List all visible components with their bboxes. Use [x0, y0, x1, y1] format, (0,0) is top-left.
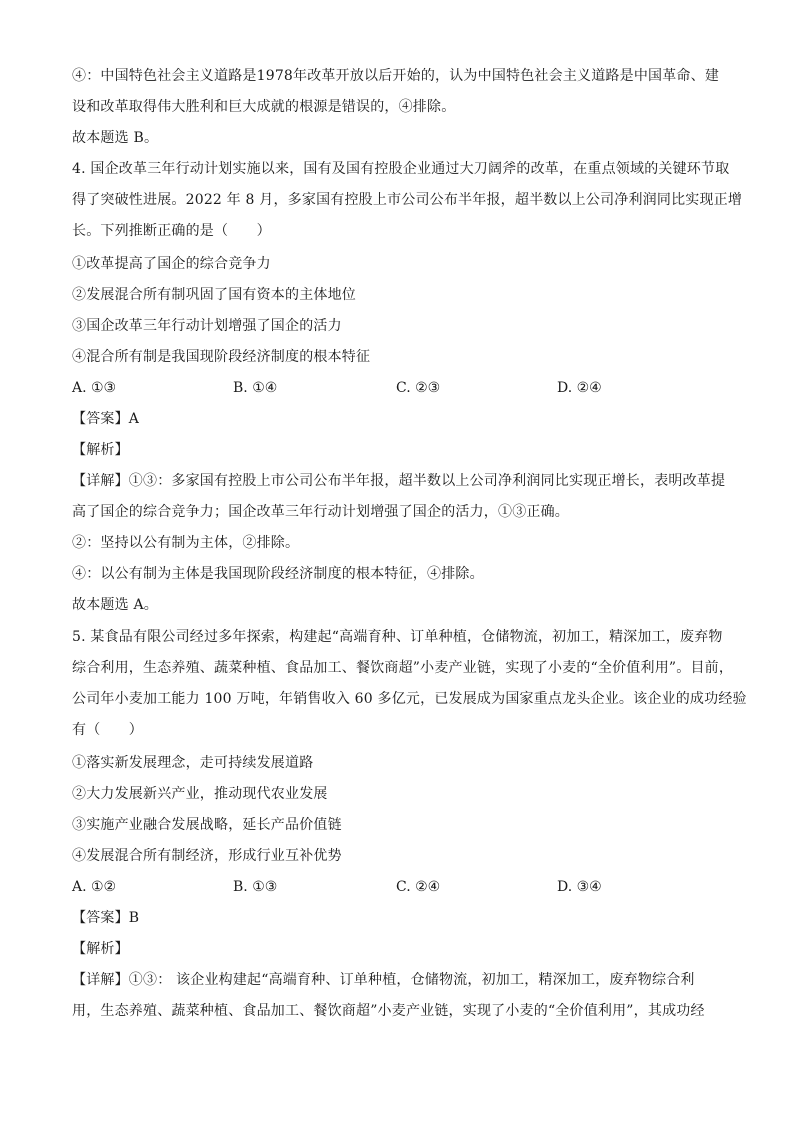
text-line: 设和改革取得伟大胜利和巨大成就的根源是错误的，④排除。 — [72, 99, 456, 115]
option-d: D. ②④ — [557, 380, 602, 396]
answer-line: 【答案】B — [72, 910, 140, 926]
option-a: A. ①② — [72, 879, 117, 895]
option-c: C. ②④ — [396, 879, 441, 895]
statement-item: ②发展混合所有制巩固了国有资本的主体地位 — [72, 287, 356, 303]
detail-line: ②：坚持以公有制为主体，②排除。 — [72, 535, 300, 551]
statement-item: ③实施产业融合发展战略，延长产品价值链 — [72, 817, 342, 833]
question-5-stem: 5. 某食品有限公司经过多年探索，构建起“高端育种、订单种植，仓储物流，初加工，精深加工，废弃物 — [72, 629, 723, 645]
option-c: C. ②③ — [396, 380, 441, 396]
question-5-stem: 综合利用，生态养殖、蔬菜种植、食品加工、餐饮商超”小麦产业链，实现了小麦的“全价值利用”。目前， — [72, 660, 734, 676]
question-5-stem: 公司年小麦加工能力 100 万吨，年销售收入 60 多亿元，已发展成为国家重点龙头企业。该企业的成功经验 — [72, 691, 747, 707]
text-line: ④：中国特色社会主义道路是1978年改革开放以后开始的，认为中国特色社会主义道路是中国革命、建 — [72, 68, 720, 84]
detail-line: 故本题选 A。 — [72, 597, 158, 613]
statement-item: ①落实新发展理念，走可持续发展道路 — [72, 755, 314, 771]
detail-line: ④：以公有制为主体是我国现阶段经济制度的根本特征，④排除。 — [72, 566, 484, 582]
option-b: B. ①④ — [233, 380, 278, 396]
question-4-stem: 4. 国企改革三年行动计划实施以来，国有及国有控股企业通过大刀阔斧的改革，在重点领域的关键环节取 — [72, 161, 730, 177]
statement-item: ④发展混合所有制经济，形成行业互补优势 — [72, 848, 342, 864]
question-5-stem: 有（ ） — [72, 722, 143, 738]
option-b: B. ①③ — [233, 879, 278, 895]
question-4-stem: 得了突破性进展。2022 年 8 月，多家国有控股上市公司公布半年报，超半数以上公司净利润同比实现正增 — [72, 192, 743, 208]
option-d: D. ③④ — [557, 879, 602, 895]
detail-line: 【详解】①③： 该企业构建起“高端育种、订单种植，仓储物流，初加工，精深加工，废弃物综合利 — [72, 972, 695, 988]
answer-line: 【答案】A — [72, 411, 140, 427]
detail-line: 【详解】①③：多家国有控股上市公司公布半年报，超半数以上公司净利润同比实现正增长，表明改革提 — [72, 473, 726, 489]
statement-item: ③国企改革三年行动计划增强了国企的活力 — [72, 318, 342, 334]
statement-item: ①改革提高了国企的综合竞争力 — [72, 256, 271, 272]
analysis-heading: 【解析】 — [72, 442, 129, 458]
question-4-stem: 长。下列推断正确的是（ ） — [72, 223, 271, 239]
statement-item: ②大力发展新兴产业，推动现代农业发展 — [72, 786, 328, 802]
statement-item: ④混合所有制是我国现阶段经济制度的根本特征 — [72, 349, 371, 365]
detail-line: 用，生态养殖、蔬菜种植、食品加工、餐饮商超”小麦产业链，实现了小麦的“全价值利用”，其成功经 — [72, 1003, 705, 1019]
analysis-heading: 【解析】 — [72, 941, 129, 957]
detail-line: 高了国企的综合竞争力；国企改革三年行动计划增强了国企的活力，①③正确。 — [72, 504, 569, 520]
option-a: A. ①③ — [72, 380, 117, 396]
text-line: 故本题选 B。 — [72, 130, 159, 146]
